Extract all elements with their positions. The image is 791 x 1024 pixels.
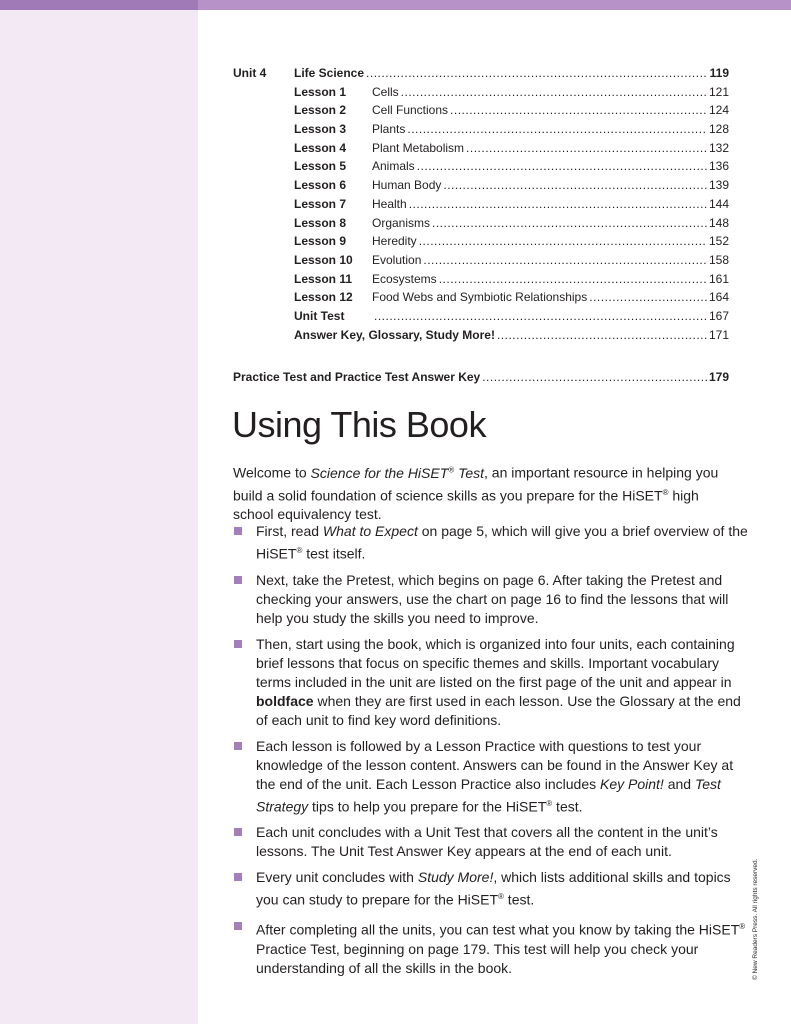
toc-leader-dots [409, 195, 707, 214]
toc-lesson-title: Animals [372, 159, 415, 174]
toc-lesson-title: Health [372, 196, 407, 211]
bullet-square-icon [234, 640, 242, 648]
left-margin-panel [0, 10, 198, 1024]
toc-page-number: 158 [708, 252, 729, 267]
toc-page-number: 136 [708, 159, 729, 174]
toc-lesson-title: Food Webs and Symbiotic Relationships [372, 290, 588, 305]
toc-leader-dots [466, 139, 707, 158]
toc-leader-dots [419, 232, 707, 251]
toc-lesson-label: Lesson 7 [294, 196, 347, 211]
toc-page-number: 161 [708, 271, 729, 286]
toc-page-number: 164 [708, 290, 729, 305]
toc-page-number: 171 [708, 327, 729, 342]
toc-leader-dots [439, 270, 707, 289]
toc-unit-title: Life Science [294, 66, 365, 80]
toc-leader-dots [482, 368, 707, 387]
toc-practice-test-title: Practice Test and Practice Test Answer Key [233, 370, 481, 385]
toc-lesson-row[interactable] [233, 270, 729, 289]
toc-leader-dots [417, 157, 707, 176]
toc-page-number: 139 [708, 178, 729, 193]
list-item: Each unit concludes with a Unit Test that covers all the content in the unit’s lessons. The Unit Test Answer Key appears at the end of each unit. [233, 823, 748, 861]
toc-unit-label: Unit 4 [233, 66, 267, 80]
toc-lesson-label: Lesson 1 [294, 84, 347, 99]
toc-lesson-row[interactable] [233, 288, 729, 307]
bullet-square-icon [234, 828, 242, 836]
toc-lesson-label: Lesson 6 [294, 178, 347, 193]
toc-lesson-label: Lesson 9 [294, 234, 347, 249]
copyright-notice: © New Readers Press. All rights reserved. [752, 858, 759, 980]
toc-lesson-row[interactable] [233, 251, 729, 270]
toc-lesson-label: Lesson 2 [294, 103, 347, 118]
toc-page-number: 148 [708, 215, 729, 230]
toc-leader-dots [497, 326, 707, 345]
toc-lesson-label: Lesson 5 [294, 159, 347, 174]
toc-leader-dots [443, 176, 707, 195]
toc-leader-dots [401, 83, 707, 102]
toc-unit-row[interactable] [233, 64, 729, 83]
list-item: After completing all the units, you can test what you know by taking the HiSET® Practice Test, beginning on page 179. This test will help you check your understanding of all the skills in the book. [233, 917, 748, 978]
bullet-square-icon [234, 576, 242, 584]
toc-lesson-title: Heredity [372, 234, 417, 249]
toc-lesson-title: Evolution [372, 252, 422, 267]
toc-leader-dots [366, 64, 708, 83]
toc-page-number: 124 [708, 103, 729, 118]
toc-lesson-row[interactable] [233, 176, 729, 195]
toc-leader-dots [450, 101, 707, 120]
toc-lesson-label: Lesson 3 [294, 122, 347, 137]
bullet-square-icon [234, 527, 242, 535]
list-item: Next, take the Pretest, which begins on page 6. After taking the Pretest and checking your answers, use the chart on page 16 to find the lessons that will help you study the skills you need to improve. [233, 571, 748, 628]
list-item: Every unit concludes with Study More!, which lists additional skills and topics you can study to prepare for the HiSET® test. [233, 868, 748, 910]
toc-lesson-row[interactable] [233, 214, 729, 233]
toc-lesson-label: Lesson 10 [294, 252, 353, 267]
toc-lesson-title: Cells [372, 84, 399, 99]
toc-page-number: 167 [708, 308, 729, 323]
list-item: Then, start using the book, which is organized into four units, each containing brief lessons that focus on specific themes and skills. Important vocabulary terms included in the unit are listed on the first page of the unit and appear in boldface when they are first used in each lesson. Use the Glossary at the end of each unit to find key word definitions. [233, 635, 748, 730]
toc-lesson-label: Lesson 8 [294, 215, 347, 230]
toc-lesson-label: Lesson 4 [294, 140, 347, 155]
toc-page-number: 128 [708, 122, 729, 137]
top-accent-bar-left [0, 0, 198, 10]
toc-lesson-label: Lesson 11 [294, 271, 353, 286]
book-title: Science for the HiSET® Test [310, 464, 485, 481]
bullet-square-icon [234, 742, 242, 750]
toc-leader-dots [432, 214, 707, 233]
intro-paragraph: Welcome to Science for the HiSET® Test, an important resource in helping you build a solid foundation of science skills as you prepare for the HiSET® high school equivalency test. [233, 464, 719, 523]
list-item: Each lesson is followed by a Lesson Practice with questions to test your knowledge of the lesson content. Answers can be found in the Answer Key at the end of the unit. Each Lesson Practice also includes Key Point! and Test Strategy tips to help you prepare for the HiSET® test. [233, 737, 748, 817]
toc-unit-test-label: Unit Test [294, 308, 345, 323]
toc-lesson-title: Ecosystems [372, 271, 437, 286]
toc-page-number: 144 [708, 196, 729, 211]
toc-lesson-row[interactable] [233, 157, 729, 176]
table-of-contents [233, 64, 729, 387]
toc-lesson-row[interactable] [233, 195, 729, 214]
toc-practice-test-row[interactable] [233, 368, 729, 387]
toc-lesson-row[interactable] [233, 101, 729, 120]
toc-lesson-title: Plant Metabolism [372, 140, 465, 155]
toc-unit-test-row[interactable] [233, 307, 729, 326]
bullet-square-icon [234, 922, 242, 930]
toc-page-number: 152 [708, 234, 729, 249]
bullet-square-icon [234, 873, 242, 881]
toc-answer-key-row[interactable] [233, 326, 729, 345]
toc-lesson-row[interactable] [233, 83, 729, 102]
section-heading: Using This Book [232, 404, 486, 445]
toc-lesson-title: Organisms [372, 215, 431, 230]
toc-page-number: 119 [709, 66, 729, 80]
toc-lesson-row[interactable] [233, 139, 729, 158]
toc-answer-key-title: Answer Key, Glossary, Study More! [294, 327, 495, 342]
toc-lesson-title: Human Body [372, 178, 442, 193]
toc-lesson-row[interactable] [233, 120, 729, 139]
toc-lesson-title: Plants [372, 122, 406, 137]
toc-leader-dots [374, 307, 707, 326]
toc-leader-dots [589, 288, 707, 307]
toc-lesson-title: Cell Functions [372, 103, 449, 118]
toc-leader-dots [423, 251, 707, 270]
toc-lesson-row[interactable] [233, 232, 729, 251]
toc-leader-dots [407, 120, 707, 139]
toc-lesson-label: Lesson 12 [294, 290, 353, 305]
toc-page-number: 132 [708, 140, 729, 155]
toc-page-number: 121 [708, 84, 729, 99]
list-item: First, read What to Expect on page 5, which will give you a brief overview of the HiSET® test itself. [233, 522, 748, 564]
instructions-list [233, 522, 748, 985]
toc-page-number: 179 [708, 370, 729, 385]
